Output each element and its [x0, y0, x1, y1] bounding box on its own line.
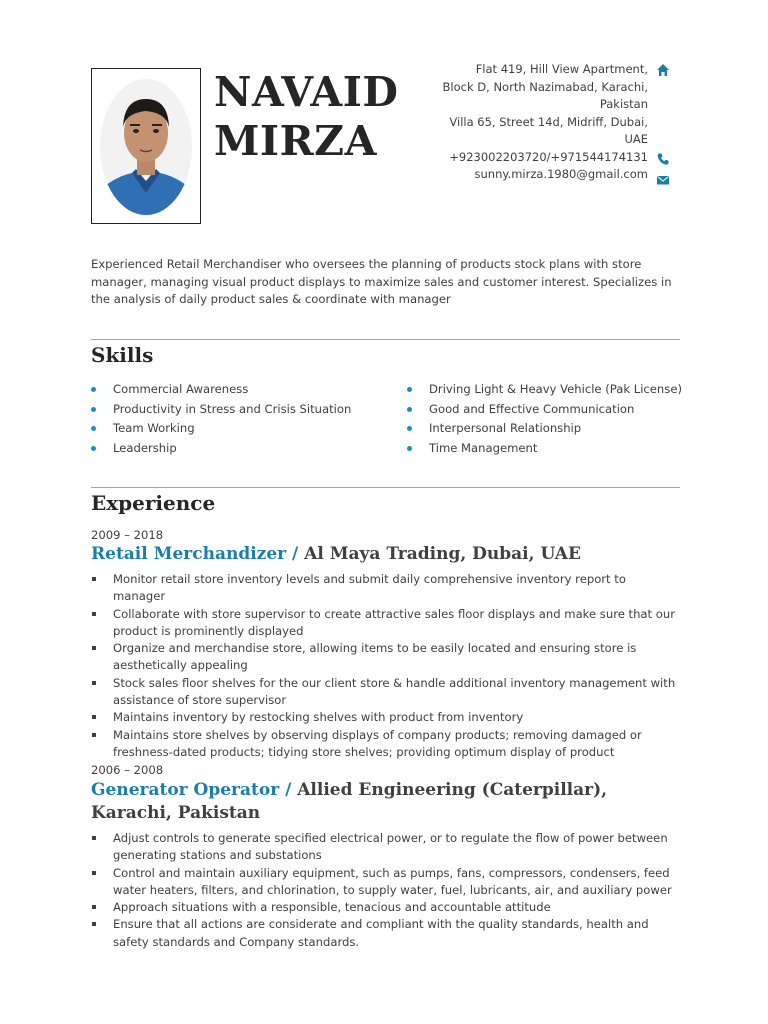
skills-list-left	[91, 380, 351, 458]
job-years: 2006 – 2008	[91, 763, 164, 777]
job-role: Generator Operator /	[91, 780, 292, 800]
email-icon	[656, 173, 670, 187]
duty-item: Maintains inventory by restocking shelves with product from inventory	[91, 709, 681, 726]
job-title	[91, 543, 691, 566]
job-company: Al Maya Trading, Dubai, UAE	[304, 544, 581, 564]
phone-icon	[656, 152, 670, 166]
duty-item: Approach situations with a responsible, tenacious and accountable attitude	[91, 899, 681, 916]
section-divider	[91, 487, 680, 488]
section-divider	[91, 339, 680, 340]
phone-number: +923002203720/+971544174131	[449, 149, 648, 164]
job-duties-list	[91, 571, 681, 761]
experience-heading: Experience	[91, 491, 216, 515]
duty-item: Adjust controls to generate specified electrical power, or to regulate the flow of power between generating stations and substations	[91, 830, 681, 865]
skill-item: Interpersonal Relationship	[407, 419, 682, 439]
profile-photo	[91, 68, 201, 224]
name-last: MIRZA	[214, 117, 377, 165]
job-company: Allied Engineering (Caterpillar), Karachi, Pakistan	[91, 780, 608, 823]
profile-summary: Experienced Retail Merchandiser who oversees the planning of products stock plans with store manager, managing visual product displays to maximize sales and customer interest. Specializes in the analysis of daily product sales & coordinate with manager	[91, 257, 672, 306]
skills-list-right	[407, 380, 682, 458]
skill-item: Leadership	[91, 439, 351, 459]
contact-block	[418, 61, 648, 184]
email-address[interactable]: sunny.mirza.1980@gmail.com	[474, 167, 648, 181]
skill-item: Commercial Awareness	[91, 380, 351, 400]
skill-item: Team Working	[91, 419, 351, 439]
skill-item: Time Management	[407, 439, 682, 459]
address-line: Flat 419, Hill View Apartment,	[475, 62, 648, 76]
address-line: Villa 65, Street 14d, Midriff, Dubai,	[449, 114, 648, 129]
address-line: Pakistan	[599, 97, 648, 111]
name-first: NAVAID	[214, 68, 399, 116]
duty-item: Organize and merchandise store, allowing items to be easily located and ensuring store is aesthetically appealing	[91, 640, 681, 675]
duty-item: Monitor retail store inventory levels and submit daily comprehensive inventory report to manager	[91, 571, 681, 606]
duty-item: Maintains store shelves by observing displays of company products; removing damaged or freshness-dated products; tidying store shelves; providing optimum display of product	[91, 727, 681, 762]
job-years: 2009 – 2018	[91, 528, 164, 542]
duty-item: Control and maintain auxiliary equipment, such as pumps, fans, compressors, condensers, feed water heaters, filters, and chlorination, to supply water, fuel, lubricants, air, and auxiliary power	[91, 865, 681, 900]
address-line: Block D, North Nazimabad, Karachi,	[442, 79, 648, 94]
job-title	[91, 779, 691, 825]
duty-item: Collaborate with store supervisor to create attractive sales floor displays and make sure that our product is prominently displayed	[91, 606, 681, 641]
job-duties-list	[91, 830, 681, 951]
skill-item: Good and Effective Communication	[407, 400, 682, 420]
address-line: UAE	[624, 132, 648, 146]
duty-item: Ensure that all actions are considerate and compliant with the quality standards, health and safety standards and Company standards.	[91, 916, 681, 951]
duty-item: Stock sales floor shelves for the our client store & handle additional inventory management with assistance of store supervisor	[91, 675, 681, 710]
skill-item: Productivity in Stress and Crisis Situation	[91, 400, 351, 420]
job-role: Retail Merchandizer /	[91, 544, 299, 564]
skill-item: Driving Light & Heavy Vehicle (Pak License)	[407, 380, 682, 400]
home-icon	[656, 63, 670, 77]
skills-heading: Skills	[91, 343, 154, 367]
candidate-name	[214, 68, 398, 166]
